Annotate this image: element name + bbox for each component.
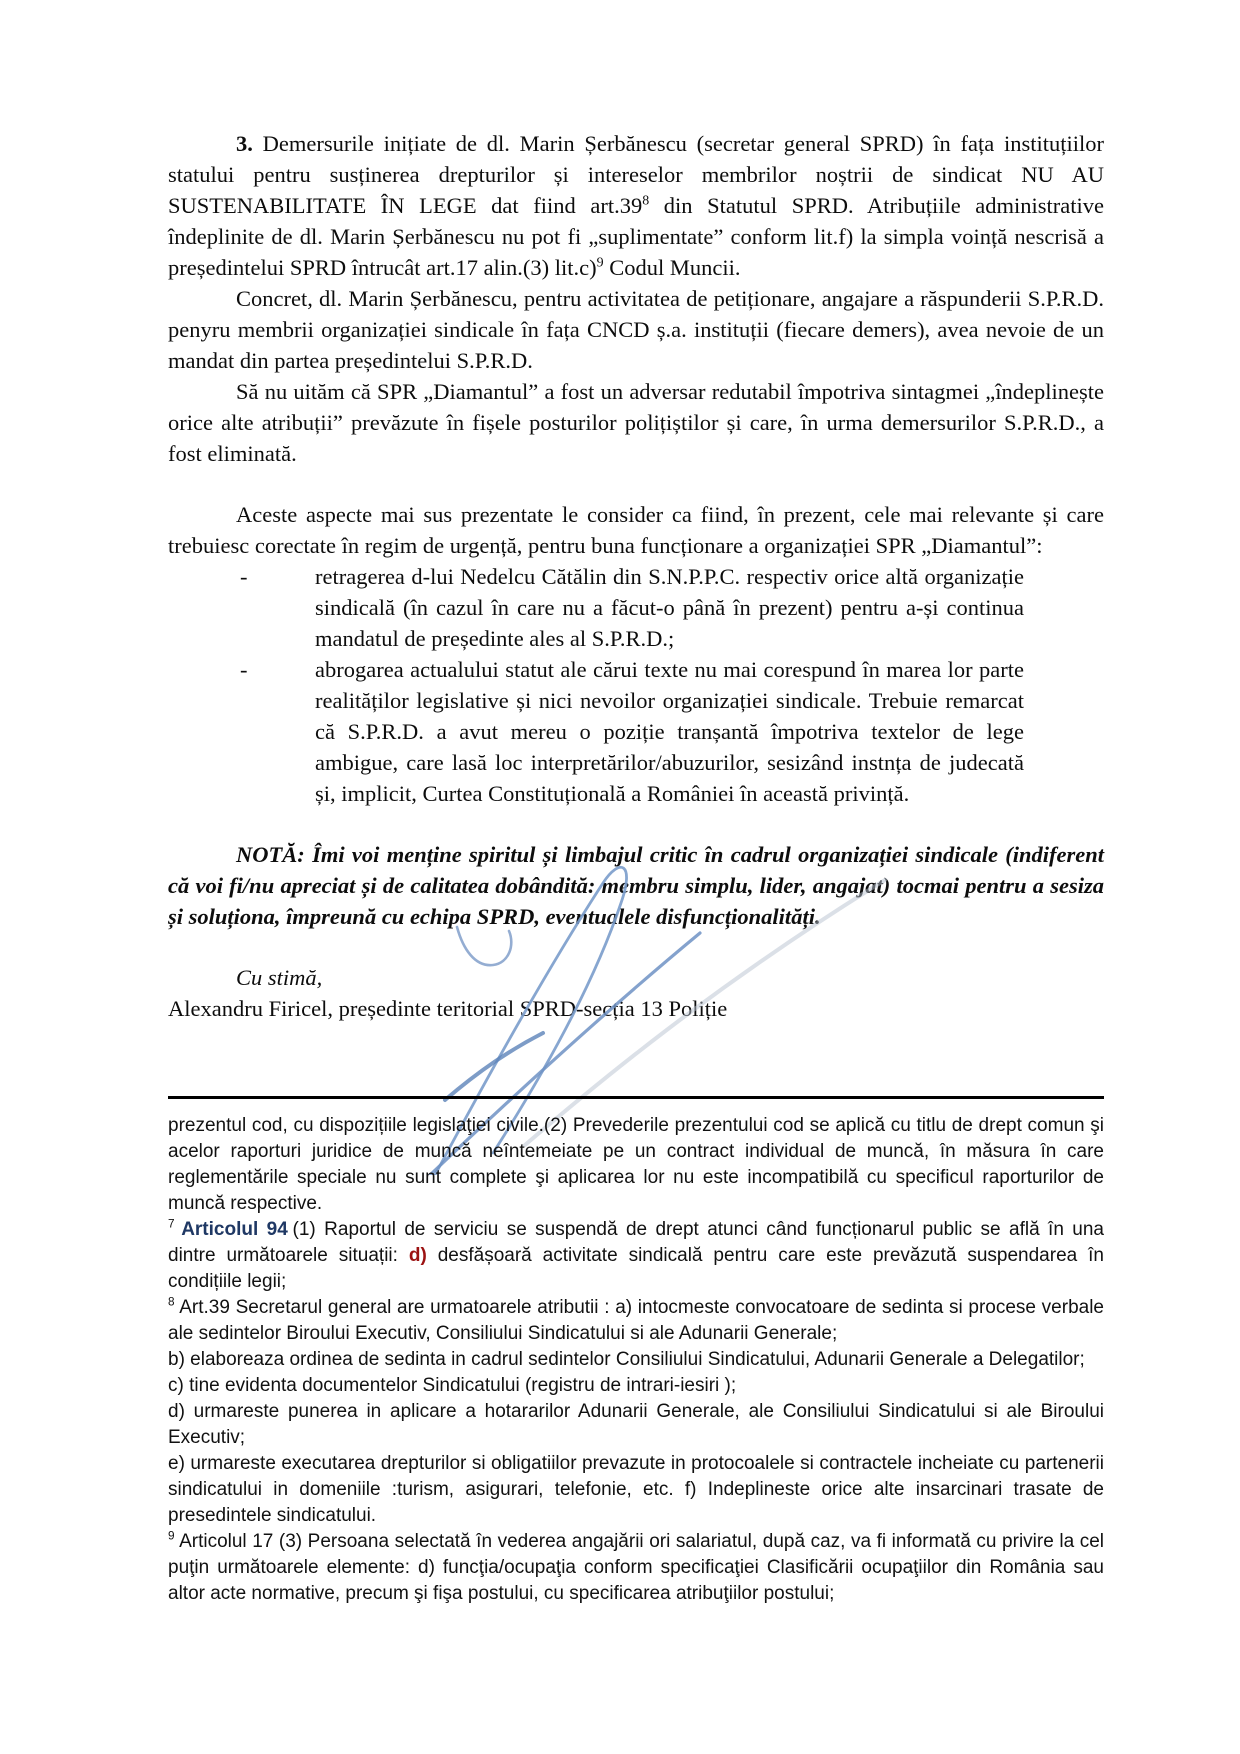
list-item: [168, 654, 1024, 809]
footnote-ref-8: 8: [642, 193, 650, 209]
footnote-9: $^9$ Articolul 17 (3) Persoana selectată în vederea angajării ori salariatul, după caz, va fi informată cu privire la cel puţin următoarele elemente: d) funcţia/ocupaţia conform specificaţiei Clasificării ocupaţiilor din România sau altor acte normative, precum şi fişa postului, cu specificarea atribuţiilor postului;: [168, 1529, 1104, 1604]
paragraph-nota: NOTĂ: Îmi voi menține spiritul și limbajul critic în cadrul organizației sindicale (indiferent că voi fi/nu apreciat și de calitatea dobândită: membru simplu, lider, angajat) tocmai pentru a sesiza și soluționa, împreună cu echipa SPRD, eventualele disfuncționalități.: [168, 842, 1104, 929]
footnote-8-line-d: d) urmareste punerea in aplicare a hotararilor Adunarii Generale, ale Consiliului Sindicatului si ale Biroului Executiv;: [168, 1401, 1104, 1448]
footnote-7-marker: 7: [168, 1217, 175, 1231]
footnote-8-line-c: c) tine evidenta documentelor Sindicatului (registru de intrari-iesiri );: [168, 1375, 737, 1396]
footnote-7: $^7$ Articolul 94 (1) Raportul de serviciu se suspendă de drept atunci când funcționarul public se află în una dintre următoarele situații: d) desfășoară activitate sindicală pentru care este prevăzută suspendarea în condițiile legii;: [168, 1217, 1104, 1292]
signer-name-line: Alexandru Firicel, președinte teritorial SPRD-secția 13 Poliție: [168, 996, 728, 1021]
document-body: [168, 128, 1104, 1024]
article-94-link: Articolul 94: [181, 1219, 288, 1240]
footnote-continuation: prezentul cod, cu dispozițiile legislaţiei civile.(2) Prevederile prezentului cod se aplică cu titlu de drept comun şi acelor raporturi juridice de muncă neîntemeiate pe un contract individual de muncă, în măsura în care reglementările speciale nu sunt complete şi aplicarea lor nu este incompatibilă cu specificul raporturilor de muncă respective.: [168, 1115, 1104, 1214]
footnote-8-line-b: b) elaboreaza ordinea de sedinta in cadrul sedintelor Consiliului Sindicatului, Adunarii Generale a Delegatilor;: [168, 1349, 1085, 1370]
spacer: [168, 469, 1104, 499]
closing-salutation: Cu stimă,: [236, 965, 323, 990]
footnote-separator: [168, 1096, 1104, 1099]
paragraph-number: 3.: [236, 131, 253, 156]
footnote-9-marker: 9: [168, 1529, 175, 1543]
paragraph-concret: Concret, dl. Marin Șerbănescu, pentru activitatea de petiționare, angajare a răspunderii S.P.R.D. penyru membrii organizației sindicale în fața CNCD ș.a. instituții (fiecare demers), avea nevoie de un mandat din partea președintelui S.P.R.D.: [168, 286, 1104, 373]
list-item: [168, 561, 1024, 654]
footnote-8: $^8$ Art.39 Secretarul general are urmatoarele atributii : a) intocmeste convocatoare de sedinta si procese verbale ale sedintelor Biroului Executiv, Consiliului Sindicatului si ale Adunarii Generale;: [168, 1295, 1105, 1344]
bullet-list: [168, 561, 1024, 809]
highlighted-letter-d: d): [408, 1245, 427, 1266]
bullet-dash: -: [240, 657, 248, 682]
bullet-dash: -: [240, 564, 248, 589]
footnote-8-line-e: e) urmareste executarea drepturilor si obligatiilor prevazute in protocoalele si contractele incheiate cu partenerii sindicatului in domeniile :turism, asigurari, telefonie, etc. f) Indeplineste orice alte insarcinari trasate de presedintele sindicatului.: [168, 1453, 1104, 1526]
paragraph-sa-nu-uitam: Să nu uităm că SPR „Diamantul” a fost un adversar redutabil împotriva sintagmei „îndeplinește orice alte atribuții” prevăzute în fișele posturilor polițiștilor și care, în urma demersurilor S.P.R.D., a fost eliminată.: [168, 379, 1104, 466]
bullet-text-retragerea: retragerea d-lui Nedelcu Cătălin din S.N.P.P.C. respectiv orice altă organizație sindicală (în cazul în care nu a făcut-o până în prezent) pentru a-și continua mandatul de președinte ales al S.P.R.D.;: [315, 564, 1024, 651]
paragraph-3-demersurile: 3. Demersurile inițiate de dl. Marin Șerbănescu (secretar general SPRD) în fața instituțiilor statului pentru susținerea drepturilor și intereselor membrilor noștrii de sindicat NU AU SUSTENABILITATE ÎN LEGE dat fiind $art.39^8$ din Statutul SPRD. Atribuțiile administrative îndeplinite de dl. Marin Șerbănescu nu pot fi „suplimentate” conform lit.f) la simpla voință nescrisă a președintelui SPRD întrucât art.17 alin.(3) lit.c)$^9$ Codul Muncii.: [168, 131, 1104, 280]
footnote-8-marker: 8: [168, 1295, 175, 1309]
bullet-text-abrogarea: abrogarea actualului statut ale cărui texte nu mai corespund în marea lor parte realităților legislative și nici nevoilor organizației sindicale. Trebuie remarcat că S.P.R.D. a avut mereu o poziție tranșantă împotriva textelor de lege ambigue, care lasă loc interpretărilor/abuzurilor, sesizând instnța de judecată și, implicit, Curtea Constituțională a României în această privință.: [315, 657, 1024, 806]
spacer: [168, 932, 1104, 962]
paragraph-aceste-aspecte: Aceste aspecte mai sus prezentate le consider ca fiind, în prezent, cele mai relevante și care trebuiesc corectate în regim de urgență, pentru buna funcționare a organizației SPR „Diamantul”:: [168, 502, 1104, 558]
spacer: [168, 809, 1104, 839]
footnote-ref-9: 9: [596, 255, 604, 271]
footnotes-section: [168, 1096, 1104, 1607]
